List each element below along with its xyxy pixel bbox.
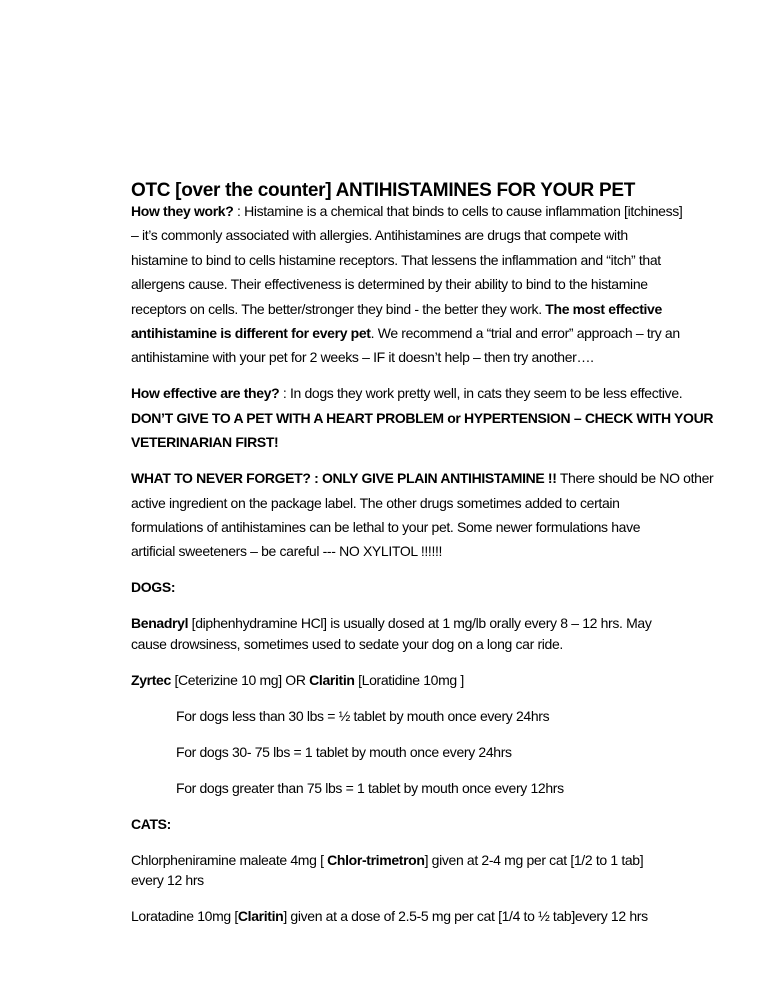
bold-text: CATS:: [131, 816, 171, 832]
text-line: [176, 743, 512, 761]
text-line: [131, 635, 563, 653]
bold-text: VETERINARIAN FIRST!: [131, 434, 279, 450]
text-line: [131, 518, 640, 536]
bold-text: WHAT TO NEVER FORGET? : ONLY GIVE PLAIN ANTIHISTAMINE !!: [131, 470, 557, 486]
text-line: [131, 251, 661, 269]
text-line: [176, 779, 564, 797]
text: [Loratidine 10mg ]: [354, 672, 464, 688]
text: antihistamine with your pet for 2 weeks – IF it doesn’t help – then try another….: [131, 349, 594, 365]
text-line: [131, 671, 464, 689]
text: active ingredient on the package label. The other drugs sometimes added to certain: [131, 495, 620, 511]
text-line: [131, 815, 171, 833]
text: There should be NO other: [556, 470, 714, 486]
bold-text: Chlor-trimetron: [327, 852, 425, 868]
text-line: [131, 851, 643, 869]
text-line: [131, 409, 713, 427]
text-line: [176, 707, 549, 725]
bold-text: Benadryl: [131, 615, 189, 631]
text: every 12 hrs: [131, 872, 204, 888]
text-line: [131, 907, 648, 925]
text-line: [131, 384, 682, 402]
text-line: [131, 614, 652, 632]
bold-text: How effective are they?: [131, 385, 280, 401]
text: For dogs 30- 75 lbs = 1 tablet by mouth once every 24hrs: [176, 744, 512, 760]
bold-text: DON’T GIVE TO A PET WITH A HEART PROBLEM or HYPERTENSION – CHECK WITH YOUR: [131, 410, 714, 426]
text: For dogs less than 30 lbs = ½ tablet by mouth once every 24hrs: [176, 708, 550, 724]
text: allergens cause. Their effectiveness is determined by their ability to bind to the histamine: [131, 276, 648, 292]
text: ] given at a dose of 2.5-5 mg per cat [1/4 to ½ tab]every 12 hrs: [283, 908, 648, 924]
text: . We recommend a “trial and error” approach – try an: [370, 325, 680, 341]
text: receptors on cells. The better/stronger they bind - the better they work.: [131, 301, 546, 317]
bold-text: DOGS:: [131, 579, 176, 595]
bold-text: Zyrtec: [131, 672, 171, 688]
text: [Ceterizine 10 mg] OR: [170, 672, 310, 688]
text-line: [131, 202, 682, 220]
bold-text: How they work?: [131, 203, 234, 219]
text-line: [131, 542, 442, 560]
text: ] given at 2-4 mg per cat [1/2 to 1 tab]: [424, 852, 644, 868]
text: – it’s commonly associated with allergies. Antihistamines are drugs that compete with: [131, 227, 628, 243]
text: histamine to bind to cells histamine receptors. That lessens the inflammation and “itch” that: [131, 252, 661, 268]
text: Chlorpheniramine maleate 4mg [: [131, 852, 328, 868]
text-line: [131, 494, 620, 512]
text-line: [131, 871, 204, 889]
text-line: [131, 300, 662, 318]
bold-text: The most effective: [545, 301, 662, 317]
text-line: [131, 578, 175, 596]
text: formulations of antihistamines can be lethal to your pet. Some newer formulations have: [131, 519, 641, 535]
bold-text: antihistamine is different for every pet: [131, 325, 371, 341]
text: For dogs greater than 75 lbs = 1 tablet by mouth once every 12hrs: [176, 780, 564, 796]
text-line: [131, 324, 680, 342]
bold-text: Claritin: [309, 672, 355, 688]
text-line: [131, 275, 648, 293]
text: cause drowsiness, sometimes used to sedate your dog on a long car ride.: [131, 636, 563, 652]
text-line: [131, 433, 278, 451]
text-line: [131, 226, 628, 244]
bold-text: Claritin: [237, 908, 284, 924]
text: Loratadine 10mg [: [131, 908, 238, 924]
text-line: [131, 348, 594, 366]
text: : In dogs they work pretty well, in cats they seem to be less effective.: [279, 385, 683, 401]
text-line: [131, 469, 713, 487]
page-title: OTC [over the counter] ANTIHISTAMINES FOR YOUR PET: [131, 180, 636, 201]
text: [diphenhydramine HCl] is usually dosed at 1 mg/lb orally every 8 – 12 hrs. May: [188, 615, 652, 631]
text: : Histamine is a chemical that binds to cells to cause inflammation [itchiness]: [233, 203, 683, 219]
text: artificial sweeteners – be careful --- NO XYLITOL !!!!!!: [131, 543, 443, 559]
